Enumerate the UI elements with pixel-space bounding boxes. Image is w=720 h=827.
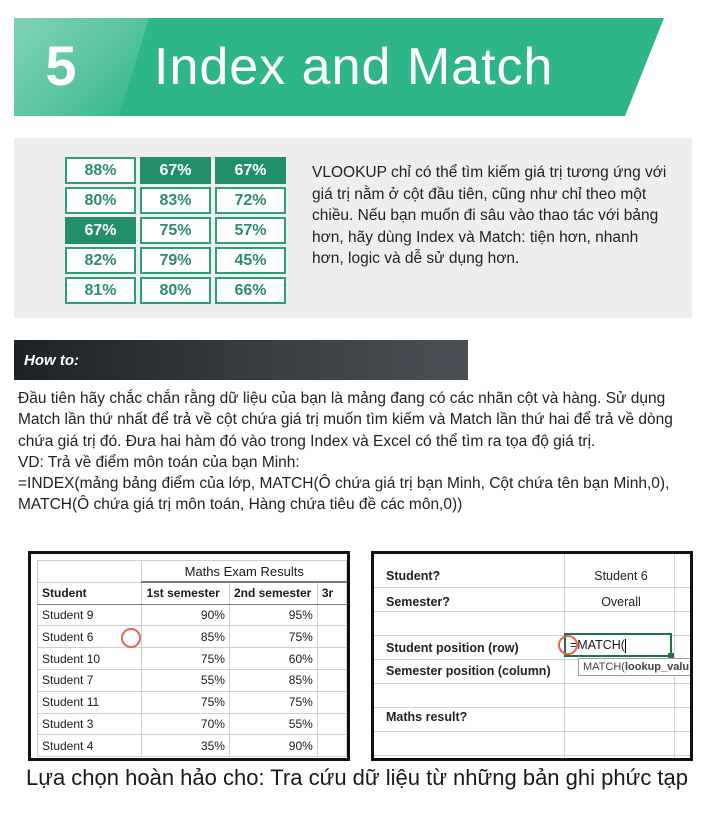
column-header: 3r [317,582,346,604]
score-cell: 75% [142,691,230,713]
intro-description: VLOOKUP chỉ có thể tìm kiếm giá trị tương ứng với giá trị nằm ở cột đầu tiên, cũng như chỉ theo một chiều. Nếu bạn muốn đi sâu vào thao tác với bảng hơn, hãy dùng Index và Match: tiện hơn, nhanh hơn, logic và dễ sử dụng hơn. [312,164,667,267]
function-tooltip [578,658,693,676]
formula-input-cell[interactable] [564,633,672,657]
page-title: Index and Match [154,38,554,96]
percentage-grid [64,156,286,304]
empty-cell [317,713,346,735]
grid-cell: 66% [215,277,286,304]
maths-result-label: Maths result? [386,710,468,724]
score-cell: 90% [142,604,230,626]
tooltip-function: MATCH( [583,661,625,673]
howto-body [18,388,702,516]
table-row [38,691,347,713]
row-position-label: Student position (row) [386,641,519,655]
grid-cell-highlighted: 67% [215,157,286,184]
formula-example: =INDEX(mảng bảng điểm của lớp, MATCH(Ô chứa giá trị bạn Minh, Cột chứa tên bạn Minh,0), MATCH(Ô chứa giá trị môn toán, Hàng chứa tiêu đề các môn,0)) [18,475,670,514]
student-cell: Student 6 [38,626,142,648]
empty-cell [317,669,346,691]
table-row [38,735,347,757]
tooltip-argument: lookup_valu [624,661,690,673]
score-cell: 70% [142,713,230,735]
empty-cell [317,626,346,648]
howto-bar [14,340,468,380]
score-cell: 85% [229,669,317,691]
score-cell: 60% [229,648,317,670]
sheet-column-line [674,554,675,758]
lookup-sheet-screenshot [371,551,693,761]
table-caption: Maths Exam Results [142,561,347,583]
score-cell: 85% [142,626,230,648]
text-cursor [625,639,626,653]
column-header: Student [38,582,142,604]
empty-cell [317,648,346,670]
grid-cell-highlighted: 67% [65,217,136,244]
formula-text: =MATCH( [570,638,625,652]
score-cell: 75% [229,691,317,713]
student-cell: Student 9 [38,604,142,626]
score-cell: 75% [229,626,317,648]
column-header: 1st semester [142,582,230,604]
column-position-label: Semester position (column) [386,664,551,678]
table-row [38,669,347,691]
footer-caption: Lựa chọn hoàn hảo cho: Tra cứu dữ liệu từ những bản ghi phức tạp [26,765,689,790]
exam-results-table [37,560,347,757]
grid-cell: 82% [65,247,136,274]
sheet-row [374,684,690,708]
grid-cell: 80% [65,187,136,214]
grid-cell: 79% [140,247,211,274]
student-cell: Student 11 [38,691,142,713]
empty-cell [317,604,346,626]
student-label: Student? [386,569,441,583]
howto-label: How to: [24,352,79,369]
table-row [38,626,347,648]
grid-cell: 57% [215,217,286,244]
grid-cell-highlighted: 67% [140,157,211,184]
score-cell: 90% [229,735,317,757]
semester-label: Semester? [386,595,450,609]
section-number: 5 [45,34,77,97]
empty-cell [317,735,346,757]
sheet-row [374,732,690,756]
table-row [38,648,347,670]
empty-cell [317,691,346,713]
empty-cell [38,561,142,583]
student-cell: Student 10 [38,648,142,670]
grid-cell: 45% [215,247,286,274]
student-cell: Student 7 [38,669,142,691]
column-header: 2nd semester [229,582,317,604]
table-row [38,713,347,735]
score-cell: 55% [142,669,230,691]
student-cell: Student 4 [38,735,142,757]
grid-cell: 72% [215,187,286,214]
highlight-circle-icon [121,628,141,648]
highlight-circle-icon [558,635,578,655]
grid-cell: 83% [140,187,211,214]
student-cell: Student 3 [38,713,142,735]
howto-paragraph: Đầu tiên hãy chắc chắn rằng dữ liệu của bạn là mảng đang có các nhãn cột và hàng. Sử dụng Match lần thứ nhất để trả về cột chứa giá trị muốn tìm kiếm và Match lần thứ hai để trả về dòng chứa giá trị đó. Đưa hai hàm đó vào trong Index và Excel có thể tìm ra tọa độ giá trị. [18,390,673,450]
student-value: Student 6 [594,569,648,583]
grid-cell: 75% [140,217,211,244]
table-row [38,604,347,626]
score-cell: 55% [229,713,317,735]
grid-cell: 81% [65,277,136,304]
score-cell: 95% [229,604,317,626]
score-cell: 75% [142,648,230,670]
grid-cell: 80% [140,277,211,304]
semester-value: Overall [601,595,641,609]
example-heading: VD: Trả về điểm môn toán của bạn Minh: [18,453,300,471]
exam-results-screenshot [28,551,350,761]
score-cell: 35% [142,735,230,757]
grid-cell: 88% [65,157,136,184]
